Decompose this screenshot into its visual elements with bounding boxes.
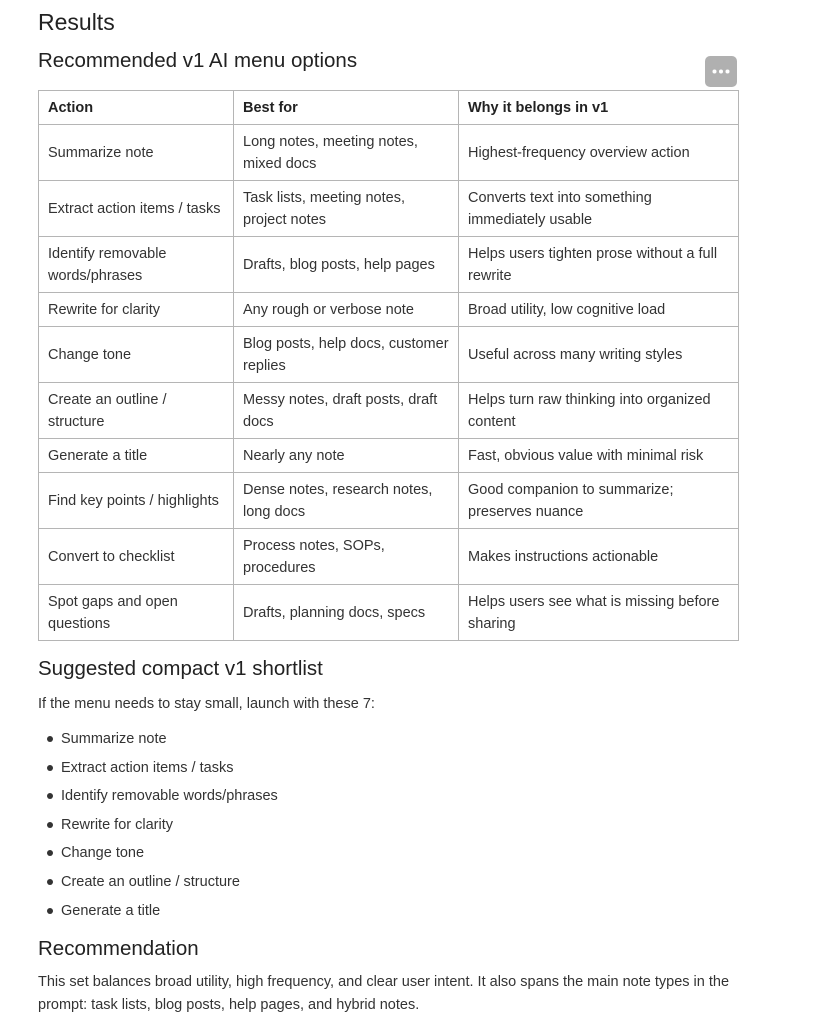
shortlist-intro: If the menu needs to stay small, launch with these 7: xyxy=(38,696,375,712)
shortlist xyxy=(38,727,278,927)
cell-why: Broad utility, low cognitive load xyxy=(459,293,739,327)
list-item xyxy=(38,813,278,842)
table-row xyxy=(39,473,739,529)
bullet-icon xyxy=(47,879,53,885)
list-item xyxy=(38,756,278,785)
list-item xyxy=(38,841,278,870)
cell-best-for: Dense notes, research notes, long docs xyxy=(234,473,459,529)
cell-best-for: Process notes, SOPs, procedures xyxy=(234,529,459,585)
table-row xyxy=(39,585,739,641)
bullet-icon xyxy=(47,822,53,828)
column-header-action: Action xyxy=(39,91,234,125)
table-header-row xyxy=(39,91,739,125)
table-row xyxy=(39,529,739,585)
bullet-icon xyxy=(47,736,53,742)
list-item-label: Rewrite for clarity xyxy=(61,816,173,833)
bullet-icon xyxy=(47,793,53,799)
cell-action: Rewrite for clarity xyxy=(39,293,234,327)
cell-action: Spot gaps and open questions xyxy=(39,585,234,641)
list-item xyxy=(38,870,278,899)
cell-action: Summarize note xyxy=(39,125,234,181)
bullet-icon xyxy=(47,908,53,914)
recommendation-text: This set balances broad utility, high frequency, and clear user intent. It also spans the main note types in the prompt: task lists, blog posts, help pages, and hybrid notes. xyxy=(38,974,730,1013)
list-item-label: Change tone xyxy=(61,845,145,862)
table-row xyxy=(39,327,739,383)
list-item-label: Extract action items / tasks xyxy=(61,759,234,776)
cell-best-for: Any rough or verbose note xyxy=(234,293,459,327)
column-header-best-for: Best for xyxy=(234,91,459,125)
table-row xyxy=(39,383,739,439)
list-item-label: Generate a title xyxy=(61,902,161,919)
cell-why: Converts text into something immediately usable xyxy=(459,181,739,237)
recommended-options-heading: Recommended v1 AI menu options xyxy=(38,49,358,72)
cell-why: Fast, obvious value with minimal risk xyxy=(459,439,739,473)
cell-action: Change tone xyxy=(39,327,234,383)
list-item-label: Summarize note xyxy=(61,731,167,747)
list-item-label: Identify removable words/phrases xyxy=(61,788,278,805)
cell-action: Find key points / highlights xyxy=(39,473,234,529)
cell-why: Good companion to summarize; preserves nuance xyxy=(459,473,739,529)
cell-action: Generate a title xyxy=(39,439,234,473)
cell-why: Highest-frequency overview action xyxy=(459,125,739,181)
cell-action: Create an outline / structure xyxy=(39,383,234,439)
cell-why: Useful across many writing styles xyxy=(459,327,739,383)
page-title: Results xyxy=(38,9,115,35)
cell-best-for: Task lists, meeting notes, project notes xyxy=(234,181,459,237)
shortlist-heading: Suggested compact v1 shortlist xyxy=(38,657,323,680)
table-row xyxy=(39,181,739,237)
table-row xyxy=(39,293,739,327)
cell-best-for: Drafts, planning docs, specs xyxy=(234,585,459,641)
bullet-icon xyxy=(47,765,53,771)
bullet-icon xyxy=(47,850,53,856)
cell-why: Helps users see what is missing before sharing xyxy=(459,585,739,641)
table-row xyxy=(39,237,739,293)
more-options-button[interactable] xyxy=(705,56,737,87)
cell-why: Helps turn raw thinking into organized content xyxy=(459,383,739,439)
cell-best-for: Long notes, meeting notes, mixed docs xyxy=(234,125,459,181)
cell-best-for: Nearly any note xyxy=(234,439,459,473)
list-item-label: Create an outline / structure xyxy=(61,873,240,890)
cell-best-for: Messy notes, draft posts, draft docs xyxy=(234,383,459,439)
options-table xyxy=(38,90,739,641)
cell-action: Identify removable words/phrases xyxy=(39,237,234,293)
list-item xyxy=(38,899,278,928)
cell-best-for: Blog posts, help docs, customer replies xyxy=(234,327,459,383)
cell-why: Helps users tighten prose without a full rewrite xyxy=(459,237,739,293)
list-item xyxy=(38,727,278,756)
column-header-why: Why it belongs in v1 xyxy=(459,91,739,125)
cell-why: Makes instructions actionable xyxy=(459,529,739,585)
table-row xyxy=(39,125,739,181)
list-item xyxy=(38,784,278,813)
recommendation-heading: Recommendation xyxy=(38,937,199,960)
cell-action: Extract action items / tasks xyxy=(39,181,234,237)
ellipsis-icon xyxy=(712,69,730,74)
cell-best-for: Drafts, blog posts, help pages xyxy=(234,237,459,293)
cell-action: Convert to checklist xyxy=(39,529,234,585)
table-row xyxy=(39,439,739,473)
